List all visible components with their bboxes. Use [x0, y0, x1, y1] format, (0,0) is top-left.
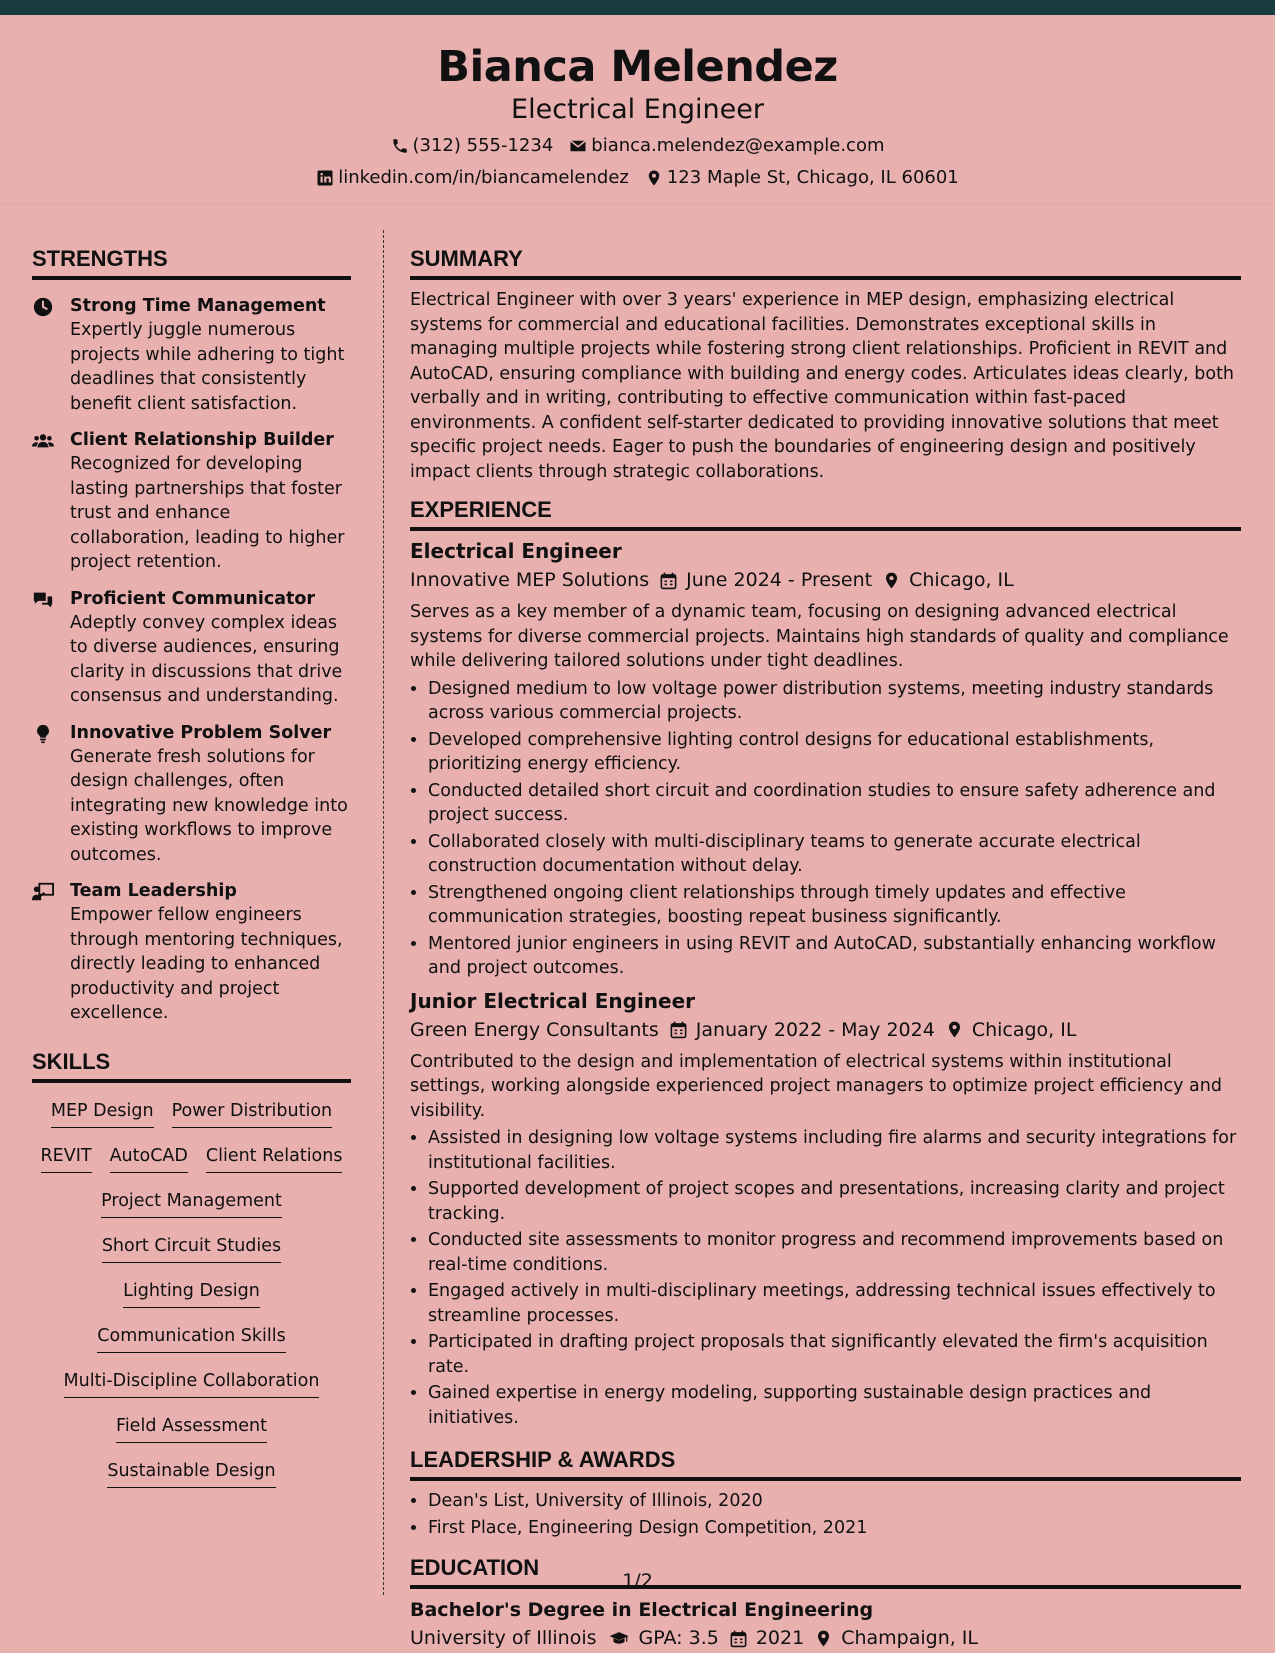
calendar-icon	[729, 1629, 748, 1648]
email-text[interactable]: bianca.melendez@example.com	[591, 135, 885, 156]
job-dates	[669, 1015, 935, 1045]
job-desc: Serves as a key member of a dynamic team, focusing on designing advanced electrical systems for diverse commercial projects. Maintains high standards of quality and compliance while delivering tailored solutions under tight deadlines.	[410, 602, 1229, 671]
skill-tag: Lighting Design	[123, 1279, 260, 1308]
education-location-text: Champaign, IL	[841, 1627, 979, 1649]
calendar-icon	[659, 571, 678, 590]
skill-tag: Sustainable Design	[107, 1459, 275, 1488]
awards-heading: LEADERSHIP & AWARDS	[410, 1446, 1241, 1481]
skill-tag: Client Relations	[206, 1144, 343, 1173]
list-item: • Developed comprehensive lighting control designs for educational establishments, prioritizing energy efficiency.	[428, 728, 1241, 777]
graduation-cap-icon	[607, 1629, 631, 1648]
strength-desc: Generate fresh solutions for design challenges, often integrating new knowledge into existing workflows to improve outcomes.	[70, 746, 348, 865]
strength-item	[32, 294, 351, 416]
skill-tag: Power Distribution	[172, 1099, 333, 1128]
job-title: Electrical Engineer	[410, 539, 622, 563]
left-column	[32, 245, 351, 1504]
education-location	[814, 1623, 978, 1653]
list-item: • Assisted in designing low voltage systems including fire alarms and security integrations for institutional facilities.	[428, 1126, 1241, 1175]
list-item: • Collaborated closely with multi-disciplinary teams to generate accurate electrical construction documentation without delay.	[428, 830, 1241, 879]
map-marker-icon	[882, 571, 901, 590]
list-item: • Conducted site assessments to monitor progress and recommend improvements based on real-time conditions.	[428, 1228, 1241, 1277]
education-heading: EDUCATION	[410, 1554, 1241, 1589]
chalkboard-teacher-icon	[32, 881, 54, 903]
summary-text: Electrical Engineer with over 3 years' experience in MEP design, emphasizing electrical systems for commercial and educational facilities. Demonstrates exceptional skills in managing multiple projects while fostering strong client relationships. Proficient in REVIT and AutoCAD, ensuring compliance with building and energy codes. Articulates ideas clearly, both verbally and in writing, contributing to effective communication within fast-paced environments. A confident self-starter dedicated to providing innovative solutions that meet specific project needs. Eager to push the boundaries of engineering design and positively impact clients through strategic collaborations.	[410, 290, 1235, 482]
strength-title: Strong Time Management	[70, 296, 326, 316]
job-location-text: Chicago, IL	[909, 569, 1014, 591]
lightbulb-icon	[32, 723, 54, 745]
skill-row	[32, 1459, 351, 1504]
address-item	[645, 166, 959, 190]
strength-title: Proficient Communicator	[70, 588, 316, 609]
strength-desc: Empower fellow engineers through mentoring techniques, directly leading to enhanced productivity and project excellence.	[70, 905, 343, 1023]
contact-row-1	[0, 134, 1275, 158]
awards-list	[410, 1489, 1241, 1540]
strength-desc: Recognized for developing lasting partnerships that foster trust and enhance collaboration, leading to higher project retention.	[70, 454, 345, 572]
school-name: University of Illinois	[410, 1627, 597, 1649]
strength-title: Client Relationship Builder	[70, 430, 334, 450]
page-number: 1/2	[622, 1570, 653, 1592]
skill-tag: AutoCAD	[110, 1144, 188, 1173]
skills-heading: SKILLS	[32, 1048, 351, 1083]
strength-item	[32, 879, 351, 1026]
list-item: • Engaged actively in multi-disciplinary meetings, addressing technical issues effectively to streamline processes.	[428, 1279, 1241, 1328]
skill-row	[32, 1189, 351, 1234]
email-item	[569, 134, 884, 158]
clock-icon	[32, 296, 54, 318]
skill-row	[32, 1324, 351, 1369]
skill-row	[32, 1144, 351, 1189]
strengths-heading: STRENGTHS	[32, 245, 351, 280]
skill-tag: Multi-Discipline Collaboration	[64, 1369, 320, 1398]
skill-tag: Short Circuit Studies	[102, 1234, 281, 1263]
job-location	[882, 565, 1014, 595]
candidate-title: Electrical Engineer	[511, 94, 764, 125]
skill-tag: Communication Skills	[97, 1324, 285, 1353]
summary-heading: SUMMARY	[410, 245, 1241, 280]
map-marker-icon	[814, 1629, 833, 1648]
resume-header	[0, 15, 1275, 205]
skill-tag: Field Assessment	[116, 1414, 267, 1443]
contact-row-2	[0, 166, 1275, 190]
job-bullets	[410, 1126, 1241, 1430]
job-bullets	[410, 677, 1241, 981]
skills-list	[32, 1099, 351, 1504]
job-entry	[410, 987, 1241, 1431]
skill-row	[32, 1414, 351, 1459]
strength-title: Team Leadership	[70, 881, 237, 901]
strength-title: Innovative Problem Solver	[70, 722, 332, 743]
list-item: • Mentored junior engineers in using REVIT and AutoCAD, substantially enhancing workflow and project outcomes.	[428, 932, 1241, 981]
list-item: • Conducted detailed short circuit and coordination studies to ensure safety adherence and project success.	[428, 779, 1241, 828]
year-text: 2021	[755, 1627, 805, 1649]
strength-desc: Expertly juggle numerous projects while adhering to tight deadlines that consistently benefit client satisfaction.	[70, 320, 345, 414]
column-divider	[383, 230, 384, 1595]
users-icon	[32, 430, 54, 452]
gpa-text: GPA: 3.5	[638, 1627, 719, 1649]
right-column	[410, 245, 1241, 1653]
strength-desc: Adeptly convey complex ideas to diverse audiences, ensuring clarity in discussions that drive consensus and understanding.	[70, 612, 343, 706]
skill-row	[32, 1369, 351, 1414]
list-item: • Gained expertise in energy modeling, supporting sustainable design practices and initiatives.	[428, 1381, 1241, 1430]
education-meta	[410, 1623, 1241, 1653]
top-accent-bar	[0, 0, 1275, 15]
company-name: Green Energy Consultants	[410, 1018, 659, 1041]
job-desc: Contributed to the design and implementation of electrical systems within institutional settings, working alongside experienced project managers to optimize project efficiency and visibility.	[410, 1051, 1222, 1121]
job-meta	[410, 565, 1241, 595]
skill-row	[32, 1279, 351, 1324]
skill-row	[32, 1234, 351, 1279]
list-item: • Participated in drafting project proposals that significantly elevated the firm's acquisition rate.	[428, 1330, 1241, 1379]
job-dates-text: June 2024 - Present	[686, 569, 873, 591]
job-location-text: Chicago, IL	[971, 1018, 1077, 1041]
skill-row	[32, 1099, 351, 1144]
list-item: • Dean's List, University of Illinois, 2020	[428, 1489, 1241, 1514]
job-location	[945, 1015, 1077, 1045]
envelope-icon	[569, 137, 587, 155]
calendar-icon	[669, 1020, 688, 1039]
skill-tag: MEP Design	[51, 1099, 154, 1128]
strength-item	[32, 428, 351, 575]
degree-title: Bachelor's Degree in Electrical Engineering	[410, 1599, 874, 1621]
job-entry	[410, 537, 1241, 981]
list-item: • First Place, Engineering Design Competition, 2021	[428, 1516, 1241, 1541]
job-dates	[659, 565, 872, 595]
job-meta	[410, 1015, 1241, 1045]
skill-tag: Project Management	[101, 1189, 282, 1218]
strength-item	[32, 587, 351, 709]
list-item: • Supported development of project scopes and presentations, increasing clarity and project tracking.	[428, 1177, 1241, 1226]
linkedin-item	[316, 166, 629, 190]
education-year	[729, 1623, 804, 1653]
map-marker-icon	[645, 169, 663, 187]
skill-tag: REVIT	[41, 1144, 92, 1173]
map-marker-icon	[945, 1020, 964, 1039]
phone-text[interactable]: (312) 555-1234	[412, 135, 554, 156]
comments-icon	[32, 589, 54, 611]
list-item: • Designed medium to low voltage power distribution systems, meeting industry standards across various commercial projects.	[428, 677, 1241, 726]
candidate-name: Bianca Melendez	[437, 42, 838, 92]
company-name: Innovative MEP Solutions	[410, 569, 650, 591]
phone-icon	[391, 137, 409, 155]
job-dates-text: January 2022 - May 2024	[695, 1018, 935, 1041]
experience-heading: EXPERIENCE	[410, 496, 1241, 531]
linkedin-text[interactable]: linkedin.com/in/biancamelendez	[338, 167, 629, 188]
job-title: Junior Electrical Engineer	[410, 988, 696, 1013]
address-text: 123 Maple St, Chicago, IL 60601	[666, 167, 959, 188]
list-item: • Strengthened ongoing client relationships through timely updates and effective communication strategies, boosting repeat business significantly.	[428, 881, 1241, 930]
strength-item	[32, 721, 351, 868]
linkedin-icon	[316, 169, 334, 187]
education-gpa	[607, 1623, 719, 1653]
phone-item	[391, 134, 554, 158]
